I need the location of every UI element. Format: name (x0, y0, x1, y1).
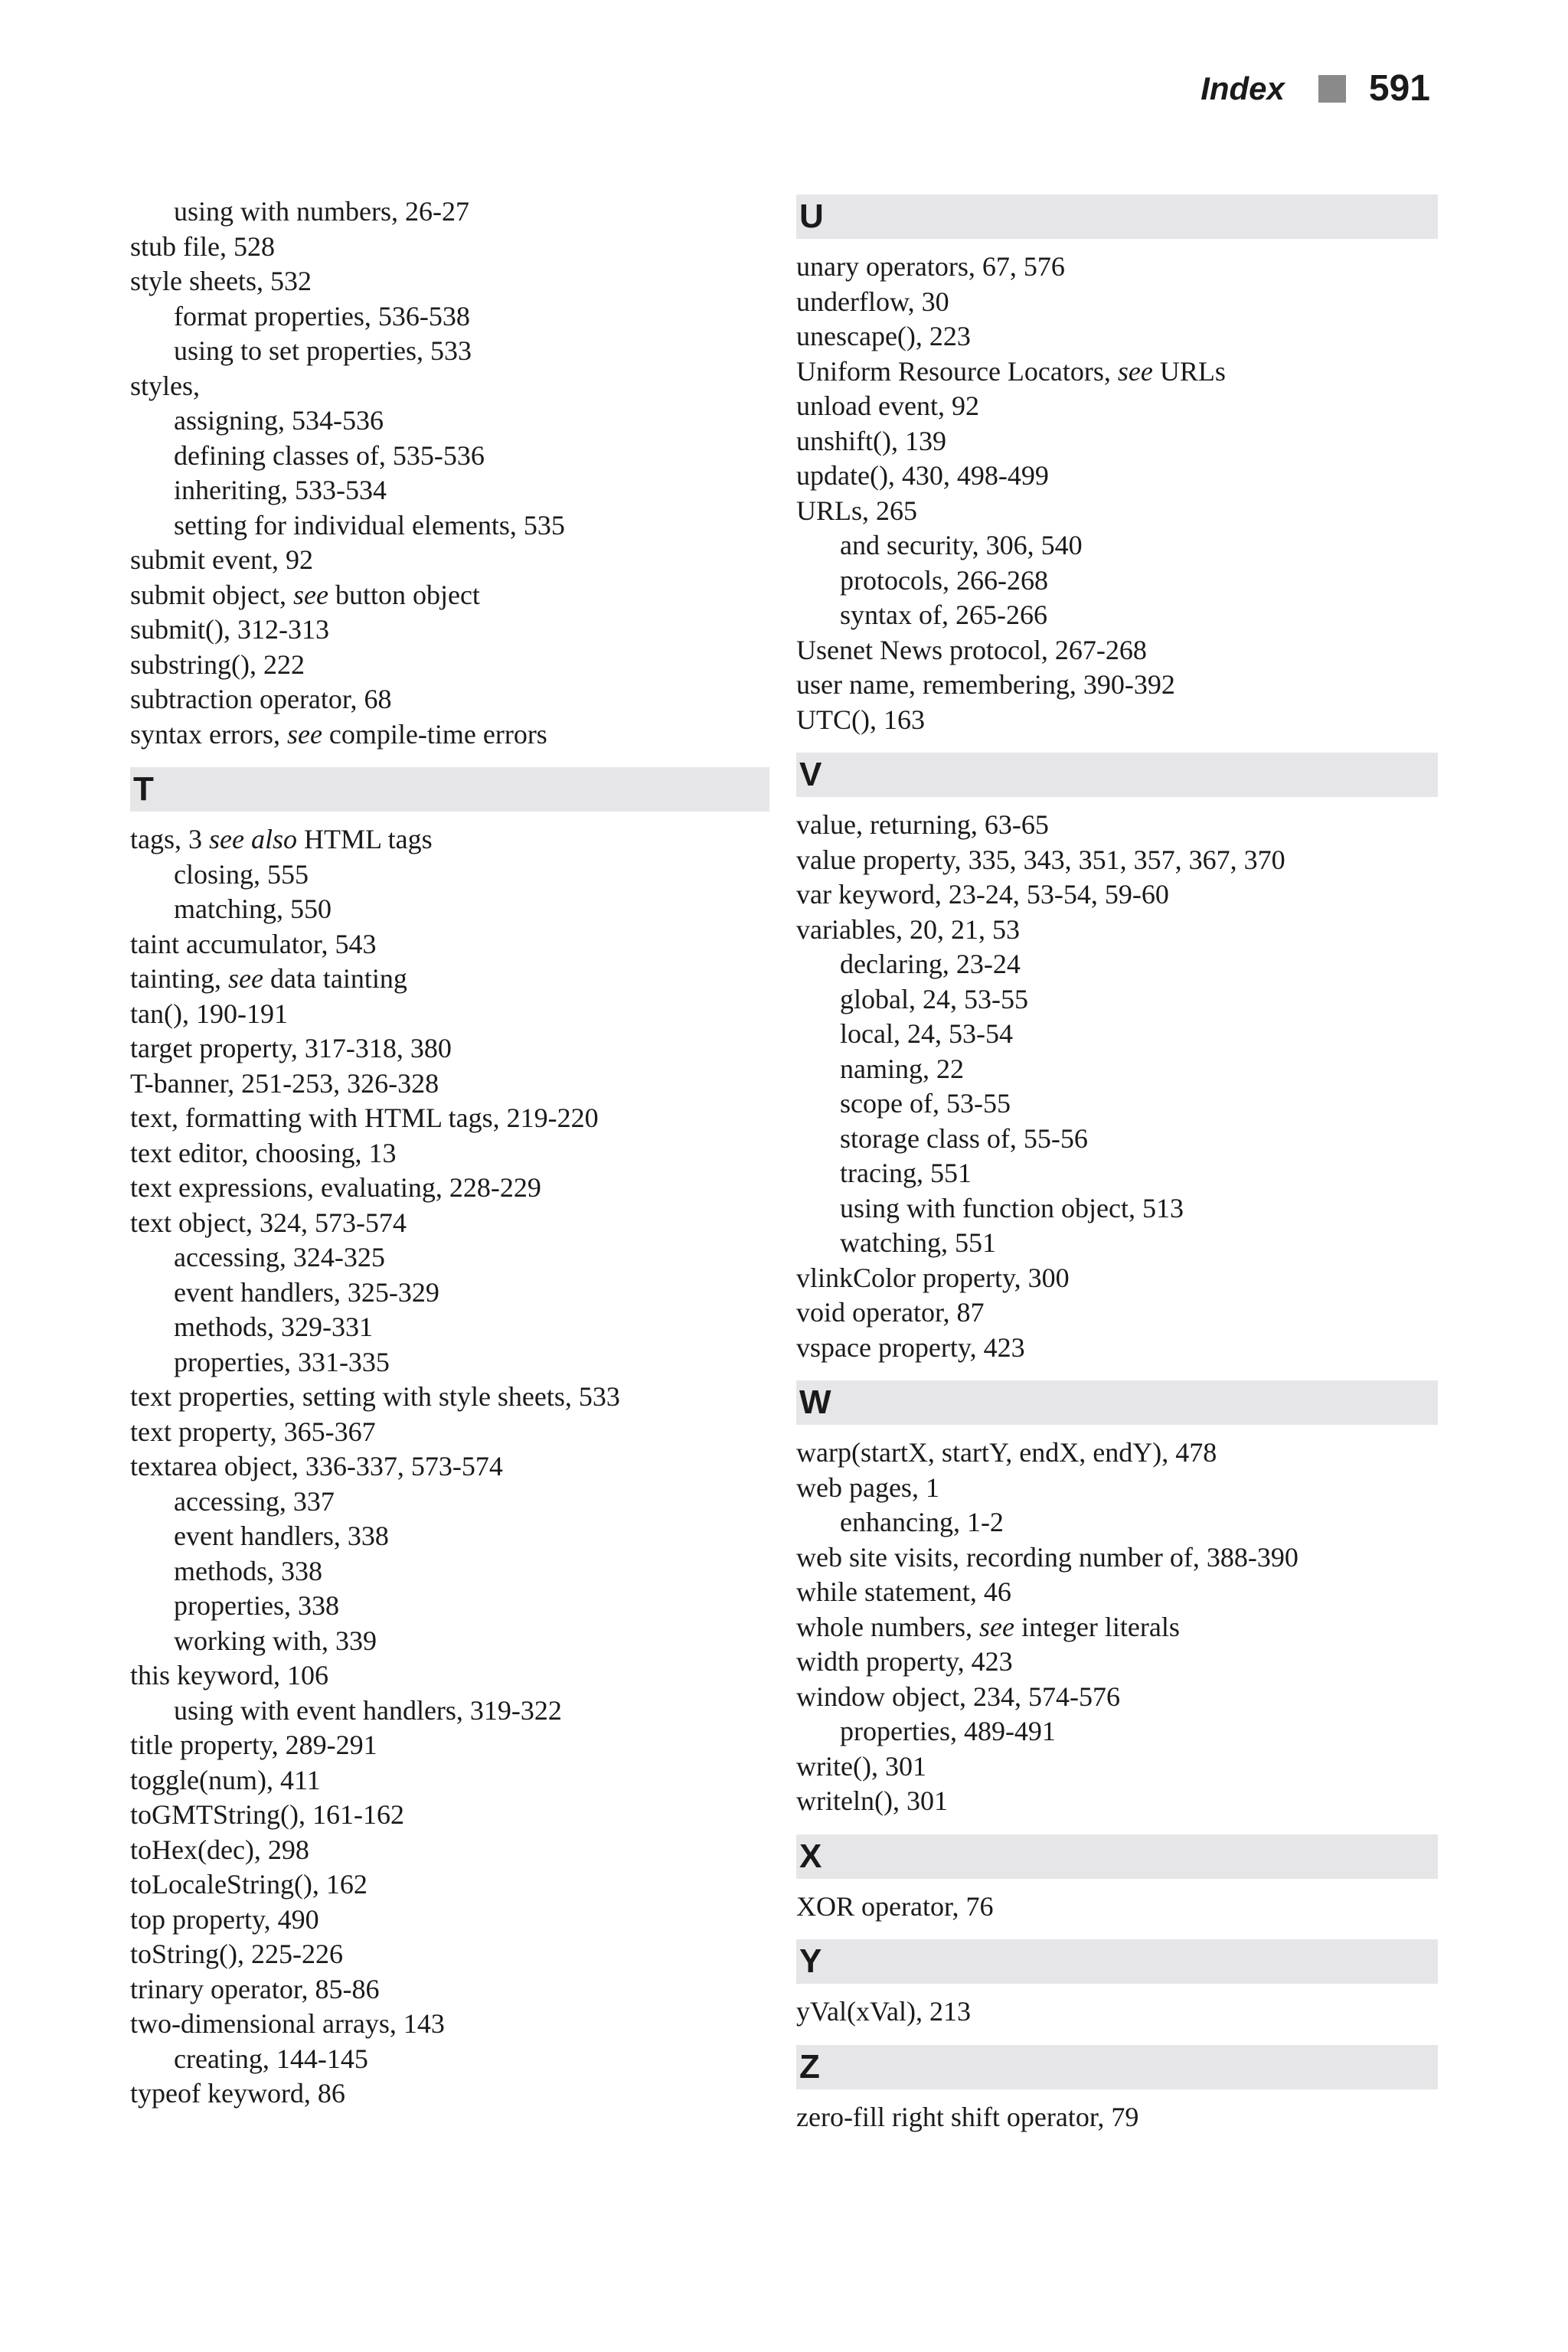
entry-text: textarea object, 336-337, 573-574 (130, 1451, 503, 1481)
entry-text: typeof keyword, 86 (130, 2078, 345, 2109)
index-entry (130, 1031, 769, 1067)
index-subentry (796, 982, 1438, 1018)
letter-heading-label: X (799, 1837, 822, 1875)
index-subentry (130, 508, 769, 544)
entry-text: top property, 490 (130, 1903, 319, 1935)
entry-text: window object, 234, 574-576 (796, 1681, 1120, 1712)
index-entry (796, 459, 1438, 494)
entry-text: tags, 3 (130, 824, 209, 854)
entry-text: declaring, 23-24 (840, 949, 1021, 979)
entry-text: text object, 324, 573-574 (130, 1207, 407, 1238)
entry-text: styles, (130, 370, 201, 401)
entry-text: trinary operator, 85-86 (130, 1973, 380, 2004)
index-entry (130, 1763, 769, 1798)
entry-text: inheriting, 533-534 (174, 475, 387, 505)
index-entry (796, 703, 1438, 738)
entry-text: text expressions, evaluating, 228-229 (130, 1172, 541, 1203)
index-entry (130, 682, 769, 717)
entry-text: vlinkColor property, 300 (796, 1262, 1070, 1293)
index-column-right (796, 194, 1438, 2135)
index-entry (130, 543, 769, 578)
entry-text: stub file, 528 (130, 230, 275, 262)
entry-text: local, 24, 53-54 (840, 1018, 1013, 1049)
index-entry (796, 494, 1438, 529)
index-subentry (796, 598, 1438, 633)
entry-reference-target: HTML tags (296, 824, 433, 854)
index-subentry (130, 1310, 769, 1345)
entry-text: enhancing, 1-2 (840, 1507, 1004, 1537)
entry-text: assigning, 534-536 (174, 405, 384, 436)
index-entry (796, 1295, 1438, 1331)
entry-text: properties, 489-491 (840, 1716, 1056, 1746)
entry-text: title property, 289-291 (130, 1730, 377, 1760)
index-entry (130, 1067, 769, 1102)
index-subentry (796, 1156, 1438, 1191)
index-entry (130, 1937, 769, 1972)
entry-text: subtraction operator, 68 (130, 684, 392, 714)
index-entry (796, 285, 1438, 320)
entry-text: using with numbers, 26-27 (174, 196, 469, 227)
entry-reference-target: data tainting (263, 963, 407, 994)
entry-text: methods, 338 (174, 1555, 322, 1586)
entry-text: text properties, setting with style sheets, 533 (130, 1381, 620, 1412)
entry-see-reference: see (286, 718, 322, 750)
entry-text: user name, remembering, 390-392 (796, 669, 1175, 700)
index-entry (796, 668, 1438, 703)
index-subentry (130, 2042, 769, 2077)
entry-text: toGMTString(), 161-162 (130, 1799, 404, 1830)
entry-text: event handlers, 338 (174, 1521, 389, 1551)
entry-text: submit(), 312-313 (130, 614, 329, 645)
index-subentry (130, 1240, 769, 1276)
index-entry (130, 1171, 769, 1206)
index-subentry (796, 1122, 1438, 1157)
index-subentry (130, 858, 769, 893)
index-entry (796, 1994, 1438, 2030)
letter-heading-label: Z (799, 2047, 820, 2086)
index-entry (130, 822, 769, 858)
index-entry (130, 1833, 769, 1868)
letter-heading-label: T (133, 770, 154, 808)
index-entry (130, 2007, 769, 2042)
entry-see-reference: see (978, 1611, 1014, 1642)
entry-text: writeln(), 301 (796, 1785, 948, 1816)
index-subentry (130, 334, 769, 369)
entry-text: write(), 301 (796, 1750, 926, 1782)
entry-text: this keyword, 106 (130, 1660, 328, 1690)
index-entry (796, 1540, 1438, 1576)
index-subentry (796, 1505, 1438, 1540)
index-entry (130, 1380, 769, 1415)
index-entry (796, 1749, 1438, 1785)
index-subentry (130, 1624, 769, 1659)
entry-text: toHex(dec), 298 (130, 1834, 309, 1865)
entry-text: URLs, 265 (796, 495, 918, 526)
index-subentry (130, 1485, 769, 1520)
index-entry (796, 633, 1438, 668)
entry-text: tracing, 551 (840, 1158, 972, 1188)
entry-text: using with event handlers, 319-322 (174, 1694, 562, 1726)
index-entry (796, 1261, 1438, 1296)
entry-text: yVal(xVal), 213 (796, 1996, 971, 2027)
index-entry (130, 717, 769, 753)
entry-text: update(), 430, 498-499 (796, 460, 1049, 491)
entry-text: toggle(num), 411 (130, 1764, 321, 1795)
entry-reference-target: URLs (1152, 355, 1226, 387)
index-subentry (130, 1345, 769, 1380)
entry-text: syntax of, 265-266 (840, 599, 1047, 630)
index-entry (130, 1903, 769, 1938)
index-entry (130, 1206, 769, 1241)
index-subentry (130, 299, 769, 335)
index-entry (796, 2100, 1438, 2135)
letter-heading-label: W (799, 1383, 831, 1421)
entry-text: width property, 423 (796, 1646, 1013, 1677)
entry-text: T-banner, 251-253, 326-328 (130, 1067, 439, 1099)
entry-text: properties, 338 (174, 1590, 339, 1621)
entry-text: value property, 335, 343, 351, 357, 367, 370 (796, 844, 1285, 875)
entry-text: variables, 20, 21, 53 (796, 913, 1020, 945)
index-entry (796, 877, 1438, 913)
entry-text: protocols, 266-268 (840, 564, 1048, 596)
letter-heading-y (796, 1939, 1438, 1984)
index-subentry (796, 947, 1438, 982)
letter-heading-u (796, 194, 1438, 239)
entry-text: zero-fill right shift operator, 79 (796, 2101, 1139, 2132)
index-subentry (796, 1226, 1438, 1261)
running-header (1200, 67, 1430, 109)
entry-text: underflow, 30 (796, 286, 949, 317)
index-subentry (796, 1086, 1438, 1122)
index-entry (130, 1658, 769, 1694)
index-entry (130, 612, 769, 648)
entry-text: tainting, (130, 963, 228, 994)
index-entry (796, 1436, 1438, 1471)
letter-heading-label: Y (799, 1942, 822, 1980)
index-subentry (796, 1017, 1438, 1052)
index-entry (130, 264, 769, 299)
index-column-left (130, 194, 769, 2112)
entry-see-reference: see (292, 579, 328, 610)
entry-text: style sheets, 532 (130, 266, 312, 296)
index-entry (130, 1972, 769, 2007)
entry-text: defining classes of, 535-536 (174, 439, 485, 471)
index-subentry (130, 1694, 769, 1729)
entry-see-reference: see also (209, 824, 297, 854)
entry-text: unary operators, 67, 576 (796, 251, 1065, 282)
page-number: 591 (1368, 68, 1430, 109)
entry-text: setting for individual elements, 535 (174, 509, 565, 541)
entry-text: matching, 550 (174, 893, 332, 924)
index-subentry (130, 1554, 769, 1589)
index-subentry (796, 564, 1438, 599)
index-entry (130, 1798, 769, 1833)
index-entry (796, 1645, 1438, 1680)
entry-text: submit object, (130, 579, 293, 610)
index-entry (796, 1471, 1438, 1506)
entry-text: two-dimensional arrays, 143 (130, 2008, 445, 2039)
entry-text: Uniform Resource Locators, (796, 355, 1118, 387)
entry-text: unload event, 92 (796, 390, 979, 421)
index-subentry (130, 473, 769, 508)
entry-text: accessing, 324-325 (174, 1242, 385, 1272)
index-entry (130, 962, 769, 997)
index-entry (796, 843, 1438, 878)
index-entry (796, 319, 1438, 354)
entry-text: while statement, 46 (796, 1576, 1011, 1607)
entry-text: submit event, 92 (130, 544, 313, 575)
index-entry (796, 1890, 1438, 1925)
entry-text: XOR operator, 76 (796, 1890, 994, 1922)
entry-text: toString(), 225-226 (130, 1939, 343, 1969)
letter-heading-x (796, 1834, 1438, 1879)
index-entry (130, 1728, 769, 1763)
entry-text: using to set properties, 533 (174, 335, 472, 366)
index-entry (130, 1101, 769, 1136)
entry-text: naming, 22 (840, 1053, 964, 1084)
index-subentry (796, 528, 1438, 564)
index-subentry (130, 892, 769, 927)
index-subentry (130, 439, 769, 474)
index-entry (796, 1610, 1438, 1645)
entry-text: warp(startX, startY, endX, endY), 478 (796, 1437, 1217, 1468)
index-entry (130, 1867, 769, 1903)
letter-heading-v (796, 753, 1438, 797)
index-entry (796, 1575, 1438, 1610)
index-entry (796, 1784, 1438, 1819)
entry-reference-target: integer literals (1014, 1611, 1180, 1642)
entry-text: web pages, 1 (796, 1472, 939, 1503)
entry-text: target property, 317-318, 380 (130, 1033, 452, 1063)
index-entry (796, 250, 1438, 285)
entry-text: text property, 365-367 (130, 1416, 376, 1447)
entry-text: storage class of, 55-56 (840, 1122, 1088, 1154)
entry-text: UTC(), 163 (796, 704, 925, 735)
index-entry (130, 648, 769, 683)
index-entry (130, 2076, 769, 2112)
index-subentry (796, 1052, 1438, 1087)
entry-text: accessing, 337 (174, 1485, 335, 1517)
index-entry (796, 808, 1438, 843)
index-entry (796, 389, 1438, 424)
letter-heading-t (130, 767, 769, 812)
entry-text: toLocaleString(), 162 (130, 1869, 368, 1900)
index-subentry (130, 1589, 769, 1624)
letter-heading-w (796, 1380, 1438, 1425)
letter-heading-z (796, 2045, 1438, 2089)
header-square-icon (1318, 75, 1346, 103)
index-entry (130, 927, 769, 962)
entry-see-reference: see (228, 963, 263, 994)
index-subentry (796, 1714, 1438, 1749)
entry-text: tan(), 190-191 (130, 998, 288, 1029)
entry-text: value, returning, 63-65 (796, 809, 1049, 840)
letter-heading-label: V (799, 756, 822, 793)
entry-text: void operator, 87 (796, 1297, 985, 1328)
entry-text: properties, 331-335 (174, 1346, 390, 1377)
entry-text: creating, 144-145 (174, 2043, 368, 2074)
letter-heading-label: U (799, 198, 824, 235)
index-entry (130, 997, 769, 1032)
entry-text: syntax errors, (130, 718, 287, 750)
index-subentry (130, 194, 769, 230)
entry-text: working with, 339 (174, 1625, 377, 1656)
entry-text: unescape(), 223 (796, 321, 971, 351)
index-entry (796, 913, 1438, 948)
index-entry (130, 1136, 769, 1171)
entry-text: event handlers, 325-329 (174, 1276, 439, 1308)
index-entry (796, 424, 1438, 459)
entry-text: closing, 555 (174, 858, 309, 890)
index-entry (130, 578, 769, 613)
entry-text: using with function object, 513 (840, 1192, 1184, 1223)
index-entry (130, 1415, 769, 1450)
header-section-title: Index (1200, 70, 1285, 106)
entry-reference-target: compile-time errors (322, 718, 547, 750)
entry-text: web site visits, recording number of, 388-390 (796, 1541, 1298, 1573)
entry-text: methods, 329-331 (174, 1312, 373, 1342)
entry-text: format properties, 536-538 (174, 300, 470, 332)
entry-text: whole numbers, (796, 1611, 979, 1642)
entry-reference-target: button object (328, 579, 480, 610)
entry-text: text editor, choosing, 13 (130, 1137, 397, 1168)
entry-text: global, 24, 53-55 (840, 983, 1028, 1014)
entry-text: scope of, 53-55 (840, 1088, 1011, 1119)
index-entry (130, 230, 769, 265)
entry-text: taint accumulator, 543 (130, 928, 377, 959)
index-entry (796, 1331, 1438, 1366)
index-subentry (130, 1519, 769, 1554)
index-entry (130, 369, 769, 404)
entry-text: text, formatting with HTML tags, 219-220 (130, 1102, 599, 1133)
entry-see-reference: see (1117, 355, 1153, 387)
entry-text: watching, 551 (840, 1227, 996, 1258)
entry-text: and security, 306, 540 (840, 530, 1083, 560)
entry-text: Usenet News protocol, 267-268 (796, 634, 1147, 665)
index-entry (796, 354, 1438, 390)
entry-text: vspace property, 423 (796, 1331, 1025, 1363)
index-subentry (130, 403, 769, 439)
index-entry (130, 1449, 769, 1485)
index-subentry (796, 1191, 1438, 1227)
entry-text: substring(), 222 (130, 648, 305, 680)
index-entry (796, 1680, 1438, 1715)
entry-text: var keyword, 23-24, 53-54, 59-60 (796, 879, 1169, 910)
index-subentry (130, 1276, 769, 1311)
entry-text: unshift(), 139 (796, 425, 946, 456)
